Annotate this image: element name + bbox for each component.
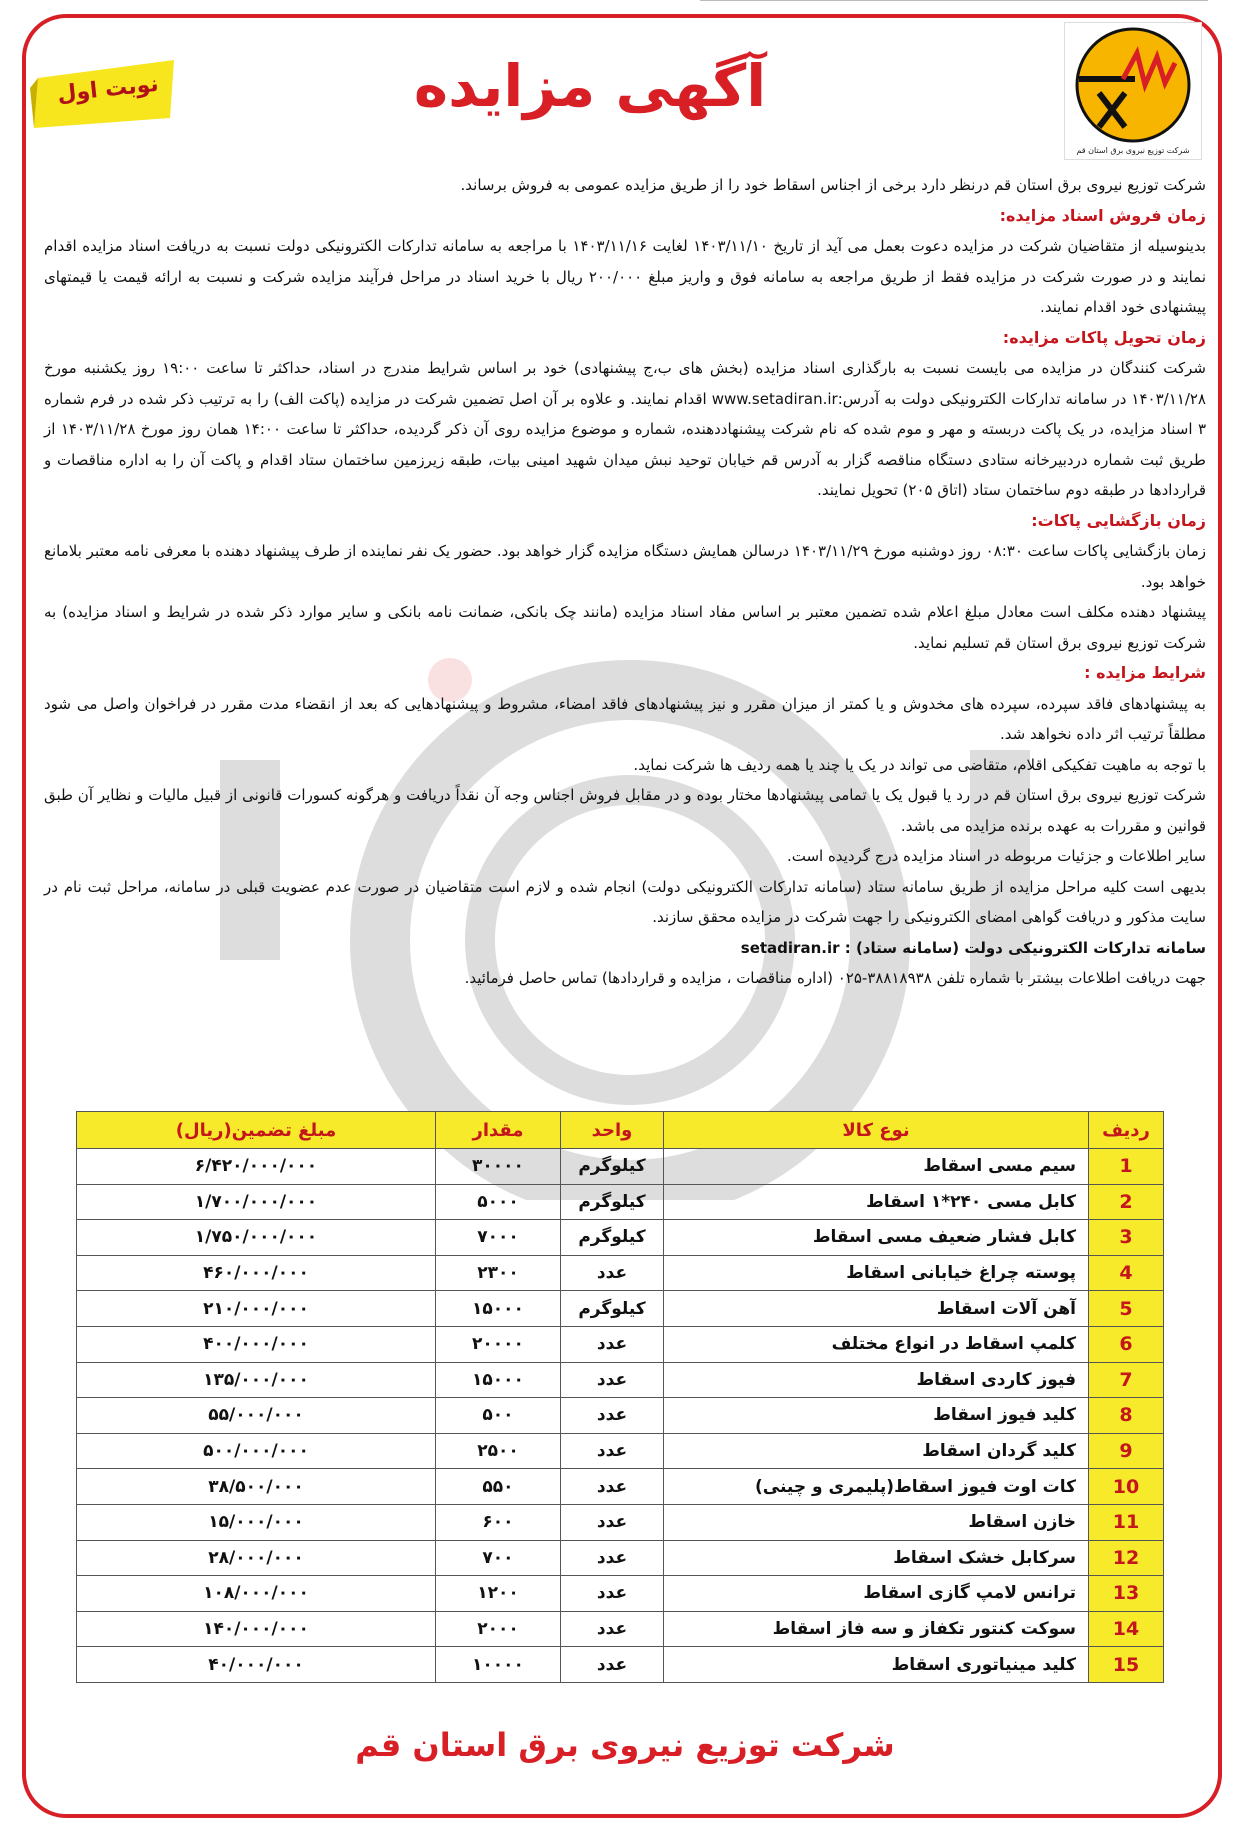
section-title-terms: شرایط مزایده : bbox=[1084, 663, 1206, 682]
table-row bbox=[77, 1433, 1164, 1469]
power-logo-icon bbox=[1065, 23, 1201, 143]
header-quantity: مقدار bbox=[436, 1112, 561, 1149]
section-title-sale: زمان فروش اسناد مزایده: bbox=[999, 205, 1206, 225]
table-row bbox=[77, 1611, 1164, 1647]
item-quantity: ۱۵۰۰۰ bbox=[436, 1291, 561, 1327]
page-title: آگهی مزایده bbox=[413, 52, 767, 120]
item-quantity: ۷۰۰۰ bbox=[436, 1220, 561, 1256]
notice-body bbox=[44, 170, 1206, 994]
item-name: کلید فیوز اسقاط bbox=[664, 1398, 1089, 1434]
item-unit: عدد bbox=[561, 1611, 664, 1647]
table-row bbox=[77, 1255, 1164, 1291]
item-guarantee-amount: ۵۵/۰۰۰/۰۰۰ bbox=[77, 1398, 436, 1434]
system-line: سامانه تدارکات الکترونیکی دولت (سامانه ستاد) : setadiran.ir bbox=[740, 938, 1206, 957]
item-name: فیوز کاردی اسقاط bbox=[664, 1362, 1089, 1398]
row-index: 8 bbox=[1089, 1398, 1164, 1434]
item-unit: عدد bbox=[561, 1469, 664, 1505]
item-guarantee-amount: ۲۱۰/۰۰۰/۰۰۰ bbox=[77, 1291, 436, 1327]
row-index: 5 bbox=[1089, 1291, 1164, 1327]
opening-paragraph: زمان بازگشایی پاکات ساعت ۰۸:۳۰ روز دوشنبه مورخ ۱۴۰۳/۱۱/۲۹ درسالن همایش دستگاه مزایده گزار خواهد بود. حضور یک نفر نماینده از طرف پیشنهاد دهنده با معرفی نامه معتبر بلامانع خواهد بود. bbox=[44, 542, 1206, 591]
item-quantity: ۳۰۰۰۰ bbox=[436, 1149, 561, 1185]
item-name: کابل فشار ضعیف مسی اسقاط bbox=[664, 1220, 1089, 1256]
table-row bbox=[77, 1540, 1164, 1576]
item-guarantee-amount: ۴۰۰/۰۰۰/۰۰۰ bbox=[77, 1326, 436, 1362]
header-item: نوع کالا bbox=[664, 1112, 1089, 1149]
footer-company-name: شرکت توزیع نیروی برق استان قم bbox=[355, 1726, 895, 1764]
item-unit: عدد bbox=[561, 1362, 664, 1398]
row-index: 2 bbox=[1089, 1184, 1164, 1220]
item-unit: عدد bbox=[561, 1255, 664, 1291]
row-index: 10 bbox=[1089, 1469, 1164, 1505]
item-name: سیم مسی اسقاط bbox=[664, 1149, 1089, 1185]
header-row-number: ردیف bbox=[1089, 1112, 1164, 1149]
terms-paragraph: سایر اطلاعات و جزئیات مربوطه در اسناد مزایده درج گردیده است. bbox=[786, 847, 1206, 865]
table-row bbox=[77, 1398, 1164, 1434]
item-name: سرکابل خشک اسقاط bbox=[664, 1540, 1089, 1576]
item-guarantee-amount: ۱۵/۰۰۰/۰۰۰ bbox=[77, 1504, 436, 1540]
item-name: کلمپ اسقاط در انواع مختلف bbox=[664, 1326, 1089, 1362]
section-title-delivery: زمان تحویل پاکات مزایده: bbox=[1002, 327, 1206, 347]
intro-paragraph: شرکت توزیع نیروی برق استان قم درنظر دارد برخی از اجناس اسقاط خود را از طریق مزایده عمومی به فروش برساند. bbox=[460, 176, 1206, 194]
item-unit: عدد bbox=[561, 1504, 664, 1540]
table-row bbox=[77, 1362, 1164, 1398]
item-name: کلید مینیاتوری اسقاط bbox=[664, 1647, 1089, 1683]
row-index: 15 bbox=[1089, 1647, 1164, 1683]
item-guarantee-amount: ۱/۷۰۰/۰۰۰/۰۰۰ bbox=[77, 1184, 436, 1220]
guarantee-paragraph: پیشنهاد دهنده مکلف است معادل مبلغ اعلام شده تضمین معتبر بر اساس مفاد اسناد مزایده (مانند چک بانکی، ضمانت نامه بانکی و سایر موارد ذکر شده در شرایط و اسناد مزایده) به شرکت توزیع نیروی برق استان قم تسلیم نماید. bbox=[44, 603, 1206, 652]
items-table bbox=[76, 1111, 1164, 1683]
item-quantity: ۲۳۰۰ bbox=[436, 1255, 561, 1291]
item-guarantee-amount: ۲۸/۰۰۰/۰۰۰ bbox=[77, 1540, 436, 1576]
row-index: 12 bbox=[1089, 1540, 1164, 1576]
item-quantity: ۱۰۰۰۰ bbox=[436, 1647, 561, 1683]
table-row bbox=[77, 1220, 1164, 1256]
item-quantity: ۵۰۰ bbox=[436, 1398, 561, 1434]
item-name: سوکت کنتور تکفاز و سه فاز اسقاط bbox=[664, 1611, 1089, 1647]
item-unit: عدد bbox=[561, 1647, 664, 1683]
item-guarantee-amount: ۱۴۰/۰۰۰/۰۰۰ bbox=[77, 1611, 436, 1647]
item-unit: عدد bbox=[561, 1576, 664, 1612]
item-name: کات اوت فیوز اسقاط(پلیمری و چینی) bbox=[664, 1469, 1089, 1505]
item-guarantee-amount: ۳۸/۵۰۰/۰۰۰ bbox=[77, 1469, 436, 1505]
item-guarantee-amount: ۴۶۰/۰۰۰/۰۰۰ bbox=[77, 1255, 436, 1291]
table-row bbox=[77, 1469, 1164, 1505]
item-name: پوسته چراغ خیابانی اسقاط bbox=[664, 1255, 1089, 1291]
logo-caption: شرکت توزیع نیروی برق استان قم bbox=[1076, 146, 1190, 155]
item-guarantee-amount: ۴۰/۰۰۰/۰۰۰ bbox=[77, 1647, 436, 1683]
item-quantity: ۷۰۰ bbox=[436, 1540, 561, 1576]
header-guarantee-amount: مبلغ تضمین(ریال) bbox=[77, 1112, 436, 1149]
item-guarantee-amount: ۱۰۸/۰۰۰/۰۰۰ bbox=[77, 1576, 436, 1612]
table-row bbox=[77, 1291, 1164, 1327]
item-quantity: ۲۵۰۰ bbox=[436, 1433, 561, 1469]
item-guarantee-amount: ۶/۴۲۰/۰۰۰/۰۰۰ bbox=[77, 1149, 436, 1185]
row-index: 3 bbox=[1089, 1220, 1164, 1256]
table-row bbox=[77, 1504, 1164, 1540]
item-unit: کیلوگرم bbox=[561, 1291, 664, 1327]
terms-paragraph: بدیهی است کلیه مراحل مزایده از طریق سامانه ستاد (سامانه تدارکات الکترونیکی دولت) انجام شده و لازم است متقاضیان در صورت عدم عضویت قبلی در سامانه، مراحل ثبت نام در سایت مذکور و دریافت گواهی امضای الکترونیکی را جهت شرکت در مزایده محقق سازند. bbox=[44, 877, 1206, 926]
table-body bbox=[77, 1149, 1164, 1683]
item-quantity: ۲۰۰۰ bbox=[436, 1611, 561, 1647]
contact-line: جهت دریافت اطلاعات بیشتر با شماره تلفن ۳۸۸۱۸۹۳۸-۰۲۵ (اداره مناقصات ، مزایده و قراردادها) تماس حاصل فرمائید. bbox=[464, 969, 1206, 987]
page-top-rule bbox=[700, 0, 1208, 9]
item-name: کلید گردان اسقاط bbox=[664, 1433, 1089, 1469]
item-quantity: ۵۰۰۰ bbox=[436, 1184, 561, 1220]
table-row bbox=[77, 1647, 1164, 1683]
terms-paragraph: به پیشنهادهای فاقد سپرده، سپرده های مخدوش و یا کمتر از میزان مقرر و نیز پیشنهادهای فاقد امضاء، مشروط و پیشنهادهایی که بعد از انقضاء مدت مقرر در فراخوان واصل می شود مطلقاً ترتیب اثر داده نخواهد شد. bbox=[44, 694, 1206, 743]
terms-paragraph: شرکت توزیع نیروی برق استان قم در رد یا قبول یک یا تمامی پیشنهادها مختار بوده و در مقابل فروش اجناس وجه آن نقداً دریافت و هرگونه کسورات قانونی از قبیل مالیات و نظایر آن طبق قوانین و مقررات به عهده برنده مزایده می باشد. bbox=[44, 786, 1206, 835]
item-quantity: ۱۵۰۰۰ bbox=[436, 1362, 561, 1398]
row-index: 7 bbox=[1089, 1362, 1164, 1398]
table-header-row bbox=[77, 1112, 1164, 1149]
row-index: 14 bbox=[1089, 1611, 1164, 1647]
publication-badge: نوبت اول bbox=[56, 71, 160, 108]
terms-paragraph: با توجه به ماهیت تفکیکی اقلام، متقاضی می تواند در یک یا چند یا همه ردیف ها شرکت نماید. bbox=[633, 755, 1206, 774]
row-index: 11 bbox=[1089, 1504, 1164, 1540]
item-unit: عدد bbox=[561, 1398, 664, 1434]
item-unit: عدد bbox=[561, 1433, 664, 1469]
table-row bbox=[77, 1326, 1164, 1362]
delivery-paragraph: شرکت کنندگان در مزایده می بایست نسبت به بارگذاری اسناد مزایده (بخش های ب،ج پیشنهادی) خود بر اساس شرایط مندرج در اسناد، حداکثر تا ساعت ۱۹:۰۰ روز یکشنبه مورخ ۱۴۰۳/۱۱/۲۸ در سامانه تدارکات الکترونیکی دولت به آدرس:www.setadiran.ir اقدام نمایند. و علاوه بر آن اصل تضمین شرکت در مزایده (پاکت الف) را به ترتیب ذکر شده در فرم شماره ۳ اسناد مزایده، در یک پاکت دربسته و مهر و موم شده که نام شرکت پیشنهاددهنده، شماره و موضوع مزایده روی آن ذکر گردیده، حداکثر تا ساعت ۱۴:۰۰ همان روز مورخ ۱۴۰۳/۱۱/۲۸ از طریق ثبت شماره دردبیرخانه ستادی دستگاه مناقصه گزار به آدرس قم خیابان توحید نبش میدان شهید امینی بیات، طبقه زیرزمین ساختمان ستاد اقدام و پاکت آن را به اداره مناقصات و قراردادها در طبقه دوم ساختمان ستاد (اتاق ۲۰۵) تحویل نمایند. bbox=[44, 359, 1206, 499]
item-quantity: ۶۰۰ bbox=[436, 1504, 561, 1540]
item-guarantee-amount: ۱/۷۵۰/۰۰۰/۰۰۰ bbox=[77, 1220, 436, 1256]
item-quantity: ۱۲۰۰ bbox=[436, 1576, 561, 1612]
item-name: آهن آلات اسقاط bbox=[664, 1291, 1089, 1327]
row-index: 9 bbox=[1089, 1433, 1164, 1469]
item-unit: عدد bbox=[561, 1326, 664, 1362]
section-title-opening: زمان بازگشایی پاکات: bbox=[1031, 510, 1206, 530]
table-row bbox=[77, 1184, 1164, 1220]
item-guarantee-amount: ۵۰۰/۰۰۰/۰۰۰ bbox=[77, 1433, 436, 1469]
item-quantity: ۵۵۰ bbox=[436, 1469, 561, 1505]
row-index: 4 bbox=[1089, 1255, 1164, 1291]
item-name: کابل مسی ۲۴۰*۱ اسقاط bbox=[664, 1184, 1089, 1220]
row-index: 6 bbox=[1089, 1326, 1164, 1362]
company-logo bbox=[1064, 22, 1202, 160]
item-unit: کیلوگرم bbox=[561, 1184, 664, 1220]
item-unit: عدد bbox=[561, 1540, 664, 1576]
item-quantity: ۲۰۰۰۰ bbox=[436, 1326, 561, 1362]
sale-paragraph: بدینوسیله از متقاضیان شرکت در مزایده دعوت بعمل می آید از تاریخ ۱۴۰۳/۱۱/۱۰ لغایت ۱۴۰۳/۱۱/۱۶ با مراجعه به سامانه تدارکات الکترونیکی دولت نسبت به دریافت اسناد مزایده اقدام نمایند و در صورت شرکت در مزایده فقط از طریق مراجعه به سامانه فوق و واریز مبلغ ۲۰۰/۰۰۰ ریال با خرید اسناد در مراحل فرآیند مزایده شرکت و نسبت به ارائه قیمت یا قیمتهای پیشنهادی خود اقدام نمایند. bbox=[44, 237, 1206, 316]
header-unit: واحد bbox=[561, 1112, 664, 1149]
table-row bbox=[77, 1149, 1164, 1185]
row-index: 13 bbox=[1089, 1576, 1164, 1612]
item-unit: کیلوگرم bbox=[561, 1220, 664, 1256]
row-index: 1 bbox=[1089, 1149, 1164, 1185]
item-name: خازن اسقاط bbox=[664, 1504, 1089, 1540]
item-unit: کیلوگرم bbox=[561, 1149, 664, 1185]
item-guarantee-amount: ۱۳۵/۰۰۰/۰۰۰ bbox=[77, 1362, 436, 1398]
item-name: ترانس لامپ گازی اسقاط bbox=[664, 1576, 1089, 1612]
table-row bbox=[77, 1576, 1164, 1612]
